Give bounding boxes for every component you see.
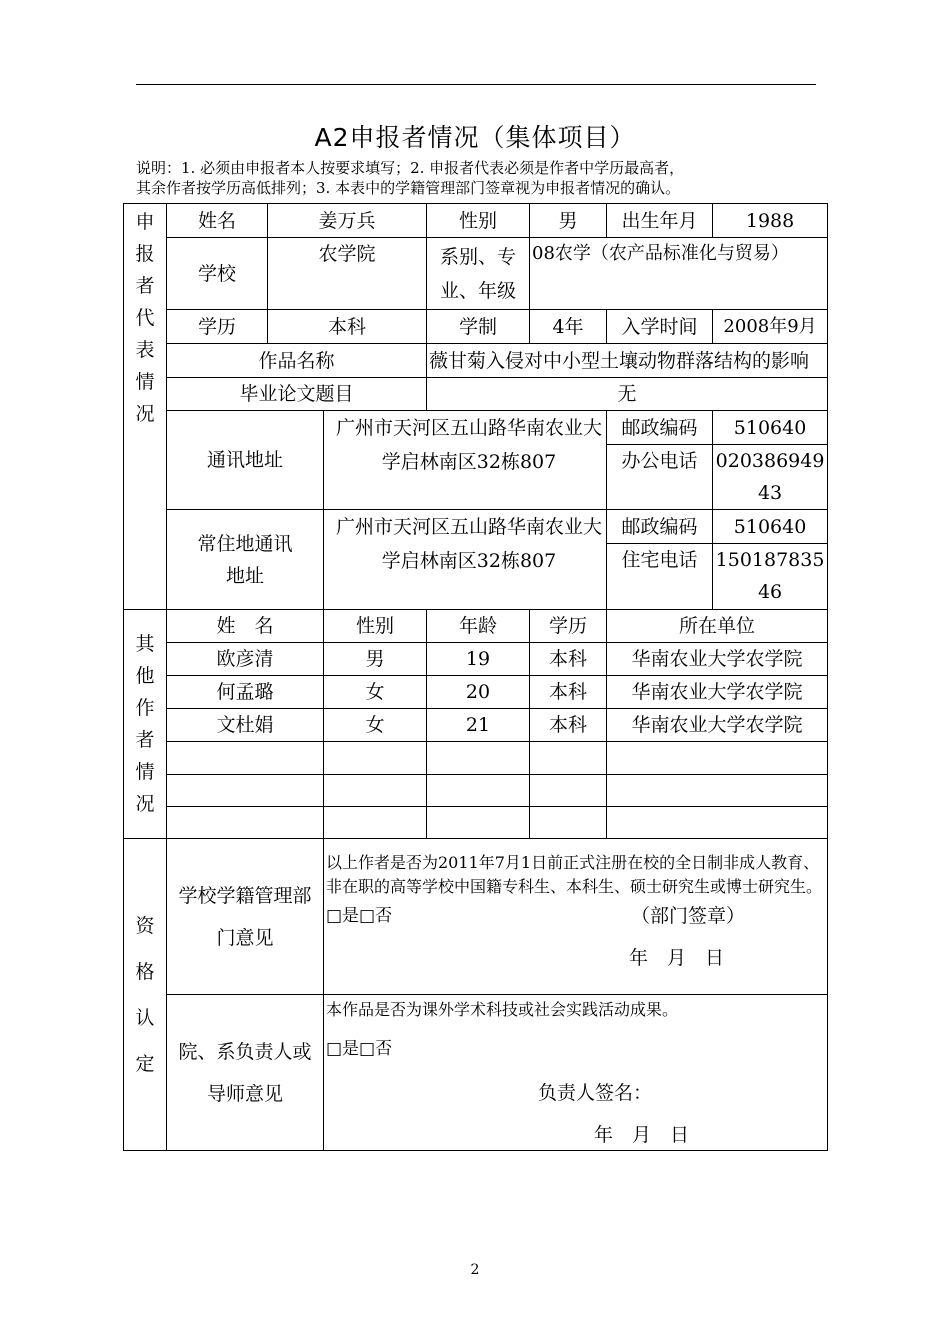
others-section-label: 其 他 作 者 情 况: [124, 610, 167, 839]
office-label: 办公电话: [607, 445, 713, 510]
header-edu: 学历: [530, 610, 607, 643]
home-addr-label: 常住地通讯地址: [167, 510, 324, 610]
page-number: 2: [470, 1262, 480, 1278]
author-gender[interactable]: 男: [324, 643, 427, 676]
work-value[interactable]: 薇甘菊入侵对中小型土壤动物群落结构的影响: [427, 344, 828, 378]
empty-cell[interactable]: [530, 807, 607, 839]
dept-opinion-box: [324, 995, 828, 1151]
gender-value[interactable]: 男: [530, 204, 607, 238]
empty-cell[interactable]: [324, 807, 427, 839]
home-phone-value[interactable]: 15018783546: [713, 544, 828, 610]
length-label: 学制: [427, 310, 530, 344]
zip-value[interactable]: 510640: [713, 411, 828, 445]
qual-section-label: 资 格 认 定: [124, 839, 167, 1151]
table-row-empty: [124, 807, 828, 839]
author-gender[interactable]: 女: [324, 676, 427, 709]
empty-cell[interactable]: [607, 775, 828, 807]
dept-opinion-label: 院、系负责人或导师意见: [167, 995, 324, 1151]
name-value[interactable]: 姜万兵: [268, 204, 427, 238]
school-value[interactable]: 农学院: [268, 238, 427, 310]
author-name[interactable]: 欧彦清: [167, 643, 324, 676]
dept-label: 系别、专业、年级: [427, 238, 530, 310]
addr-value[interactable]: 广州市天河区五山路华南农业大学启林南区32栋807: [324, 411, 607, 510]
zip-label: 邮政编码: [607, 411, 713, 445]
empty-cell[interactable]: [167, 807, 324, 839]
dept-value[interactable]: 08农学（农产品标准化与贸易）: [530, 238, 828, 310]
dept-date: 年 月 日: [594, 1123, 690, 1146]
author-edu[interactable]: 本科: [530, 709, 607, 742]
empty-cell[interactable]: [427, 775, 530, 807]
empty-cell[interactable]: [607, 807, 828, 839]
home-zip-value[interactable]: 510640: [713, 510, 828, 544]
instructions-line-1: 说明：1. 必须由申报者本人按要求填写；2. 申报者代表必须是作者中学历最高者，: [136, 159, 685, 177]
empty-cell[interactable]: [324, 775, 427, 807]
school-opinion-box: [324, 839, 828, 995]
empty-cell[interactable]: [167, 742, 324, 775]
table-row: [124, 676, 828, 709]
enroll-label: 入学时间: [607, 310, 713, 344]
dept-stamp: （部门签章）: [631, 904, 746, 927]
header-rule: [136, 84, 816, 85]
addr-label: 通讯地址: [167, 411, 324, 510]
author-age[interactable]: 20: [427, 676, 530, 709]
author-edu[interactable]: 本科: [530, 643, 607, 676]
author-unit[interactable]: 华南农业大学农学院: [607, 643, 828, 676]
birth-value[interactable]: 1988: [713, 204, 828, 238]
header-age: 年龄: [427, 610, 530, 643]
empty-cell[interactable]: [607, 742, 828, 775]
instructions: [136, 158, 826, 198]
author-age[interactable]: 19: [427, 643, 530, 676]
empty-cell[interactable]: [167, 775, 324, 807]
header-unit: 所在单位: [607, 610, 828, 643]
name-label: 姓名: [167, 204, 268, 238]
home-zip-label: 邮政编码: [607, 510, 713, 544]
home-addr-value[interactable]: 广州市天河区五山路华南农业大学启林南区32栋807: [324, 510, 607, 610]
school-opinion-text: 以上作者是否为2011年7月1日前正式注册在校的全日制非成人教育、非在职的高等学校中国籍专科生、本科生、硕士研究生或博士研究生。: [326, 852, 823, 896]
thesis-label: 毕业论文题目: [167, 378, 427, 411]
school-date: 年 月 日: [629, 946, 725, 969]
thesis-value[interactable]: 无: [427, 378, 828, 411]
empty-cell[interactable]: [324, 742, 427, 775]
enroll-value[interactable]: 2008年9月: [713, 310, 828, 344]
birth-label: 出生年月: [607, 204, 713, 238]
empty-cell[interactable]: [427, 742, 530, 775]
edu-value[interactable]: 本科: [268, 310, 427, 344]
author-edu[interactable]: 本科: [530, 676, 607, 709]
dept-yes-no-checkbox[interactable]: □是□否: [326, 1038, 393, 1059]
table-row: [124, 643, 828, 676]
author-name[interactable]: 何孟璐: [167, 676, 324, 709]
header-name: 姓 名: [167, 610, 324, 643]
rep-section-label: 申 报 者 代 表 情 况: [124, 204, 167, 610]
author-age[interactable]: 21: [427, 709, 530, 742]
empty-cell[interactable]: [530, 742, 607, 775]
table-row: [124, 709, 828, 742]
home-phone-label: 住宅电话: [607, 544, 713, 610]
office-value[interactable]: 02038694943: [713, 445, 828, 510]
signer-label: 负责人签名：: [538, 1081, 653, 1104]
author-unit[interactable]: 华南农业大学农学院: [607, 709, 828, 742]
empty-cell[interactable]: [530, 775, 607, 807]
application-form: [123, 203, 828, 1151]
author-unit[interactable]: 华南农业大学农学院: [607, 676, 828, 709]
table-row-empty: [124, 742, 828, 775]
empty-cell[interactable]: [427, 807, 530, 839]
table-row-empty: [124, 775, 828, 807]
school-label: 学校: [167, 238, 268, 310]
gender-label: 性别: [427, 204, 530, 238]
header-gender: 性别: [324, 610, 427, 643]
work-label: 作品名称: [167, 344, 427, 378]
author-gender[interactable]: 女: [324, 709, 427, 742]
school-yes-no-checkbox[interactable]: □是□否: [326, 905, 393, 926]
dept-opinion-text: 本作品是否为课外学术科技或社会实践活动成果。: [326, 999, 679, 1019]
school-opinion-label: 学校学籍管理部门意见: [167, 839, 324, 995]
page-title: A2申报者情况（集体项目）: [314, 123, 636, 152]
instructions-line-2: 其余作者按学历高低排列；3. 本表中的学籍管理部门签章视为申报者情况的确认。: [136, 179, 681, 197]
author-name[interactable]: 文杜娟: [167, 709, 324, 742]
length-value[interactable]: 4年: [530, 310, 607, 344]
edu-label: 学历: [167, 310, 268, 344]
